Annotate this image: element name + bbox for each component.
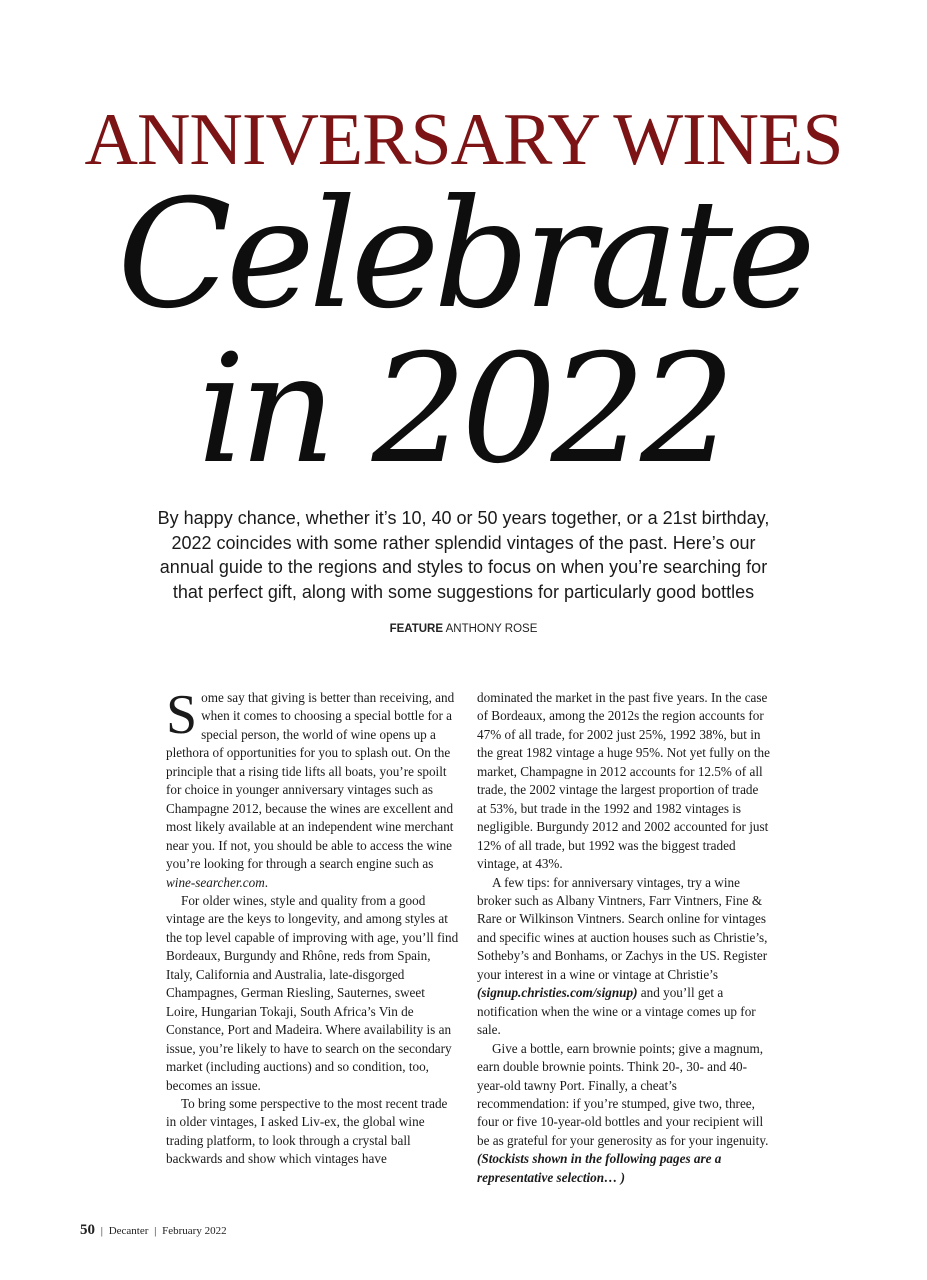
footer-separator-2: | — [154, 1225, 157, 1237]
christies-signup-link[interactable]: (signup.christies.com/signup) — [477, 985, 638, 1001]
body-column-left — [166, 684, 459, 1169]
stockists-note: (Stockists shown in the following pages are a representative selection… ) — [477, 1151, 722, 1185]
byline — [0, 623, 927, 635]
paragraph-5-text: Give a bottle, earn brownie points; give a magnum, earn double brownie points. Think 20-, 30- and 40-year-old tawny Port. Finally, a cheat’s recommendation: if you’re stumped, give two, three, four or five 10-year-old bottles and your recipient will be as grateful for your generosity as for your ingenuity. — [477, 1040, 769, 1148]
standfirst: By happy chance, whether it’s 10, 40 or 50 years together, or a 21st birthday, 2022 coincides with some rather splendid vintages of the past. Here’s our annual guide to the regions and styles to focus on when you’re searching for that perfect gift, along with some suggestions for particularly good bottles — [157, 508, 770, 602]
body-column-right — [477, 689, 770, 1187]
paragraph-1-text: ome say that giving is better than receiving, and when it comes to choosing a special bottle for a special person, the world of wine opens up a plethora of opportunities for you to splash out. On the principle that a rising tide lifts all boats, you’re spoilt for choice in younger anniversary vintages such as Champagne 2012, because the wines are excellent and most likely available at an independent wine merchant near you. If not, you should be able to access the wine you’re looking for through a search engine such as — [166, 690, 455, 872]
paragraph-4-text: A few tips: for anniversary vintages, try a wine broker such as Albany Vintners, Farr Vintners, Fine & Rare or Wilkinson Vintners. Search online for vintages and specific wines at auction houses such as Christie’s, Sotheby’s and Bonhams, or Zachys in the US. Register your interest in a wine or vintage at Christie’s — [477, 874, 768, 982]
body-paragraph-3: To bring some perspective to the most recent trade in older vintages, I asked Liv-ex, the global wine trading platform, to look through a crystal ball backwards and show which vintages have — [166, 1095, 448, 1167]
drop-cap: S — [166, 684, 198, 746]
issue-date: February 2022 — [162, 1225, 227, 1237]
body-paragraph-2: For older wines, style and quality from a good vintage are the keys to longevity, and among styles at the top level capable of improving with age, you’ll find Bordeaux, Burgundy and Rhône, reds from Spain, Italy, California and Australia, late-disgorged Champagnes, German Riesling, Sauternes, sweet Loire, Hungarian Tokaji, South Africa’s Vin de Constance, Port and Madeira. Where availability is an issue, you’re likely to have to search on the secondary market (including auctions) and so condition, too, becomes an issue. — [166, 892, 459, 1093]
byline-author: ANTHONY ROSE — [445, 623, 538, 635]
paragraph-1-end: . — [264, 874, 269, 890]
headline-line-1: Celebrate — [117, 168, 810, 342]
paragraph-4-end: and you’ll get a notification when the wine or a vintage comes up for sale. — [477, 985, 756, 1038]
section-title: ANNIVERSARY WINES — [84, 99, 843, 181]
body-paragraph-5 — [477, 1040, 770, 1188]
byline-label: FEATURE — [389, 623, 444, 635]
headline-line-2: in 2022 — [197, 323, 730, 497]
wine-searcher-link[interactable]: wine-searcher.com — [166, 874, 265, 890]
page-footer — [80, 1222, 227, 1239]
page-number: 50 — [80, 1222, 95, 1238]
body-paragraph-4 — [477, 874, 770, 1040]
body-paragraph-1 — [166, 684, 459, 892]
body-paragraph-3-continued: dominated the market in the past five years. In the case of Bordeaux, among the 2012s the region accounts for 47% of all trade, for 2002 just 25%, 1992 38%, but in the great 1982 vintage a huge 95%. Not yet fully on the market, Champagne in 2012 accounts for 12.5% of all trade, the 2002 vintage the largest proportion of trade at 53%, but trade in the 1992 and 1982 vintages is negligible. Burgundy 2012 and 2002 accounted for just 12% of all trade, but 1992 was the biggest traded vintage, at 43%. — [477, 690, 770, 872]
footer-separator-1: | — [100, 1225, 103, 1237]
magazine-name: Decanter — [108, 1225, 149, 1237]
